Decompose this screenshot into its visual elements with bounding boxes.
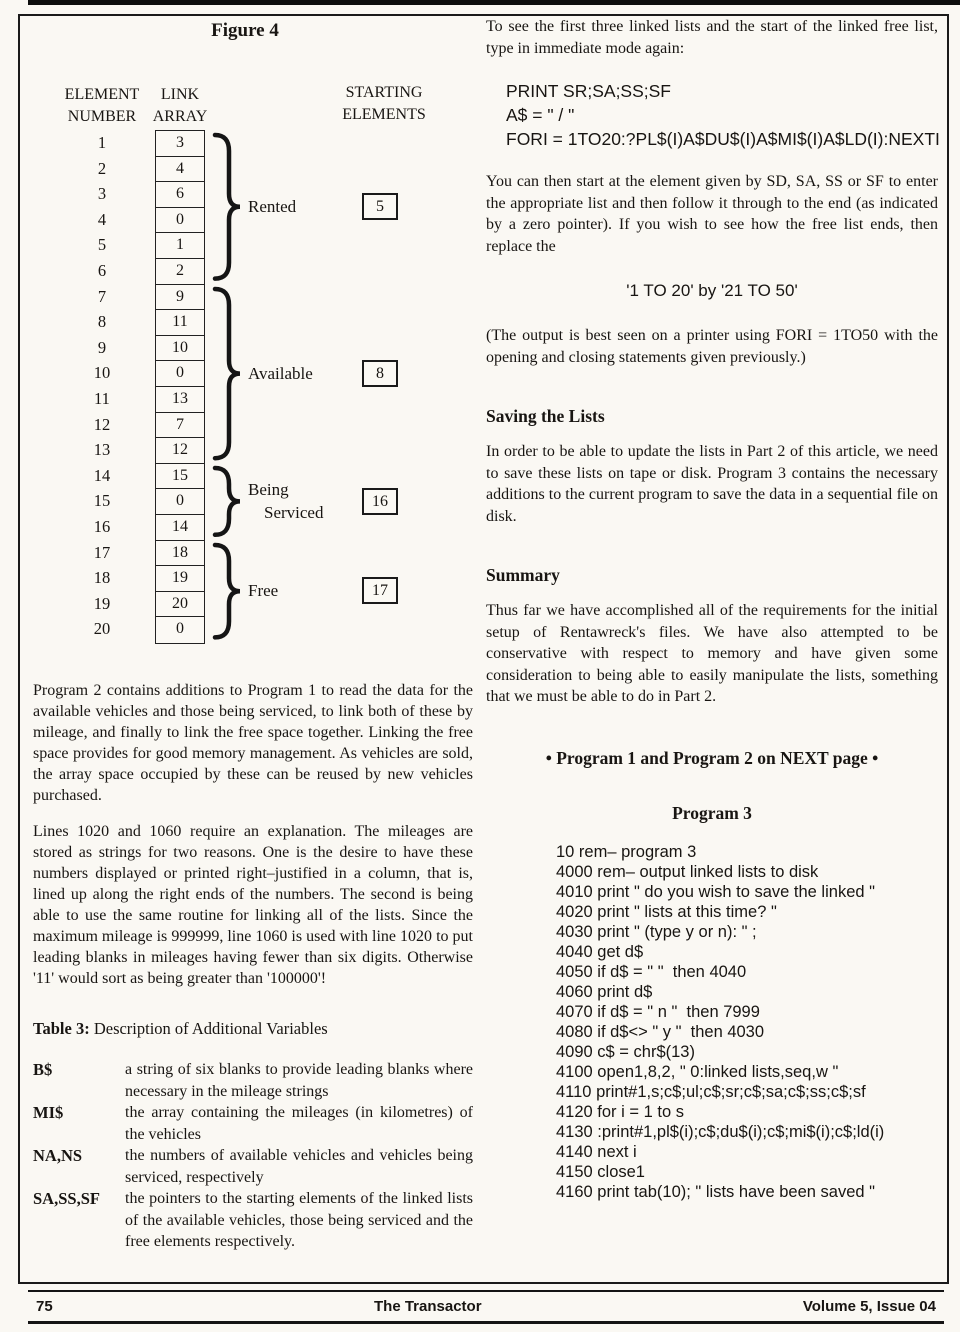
figure-link-cell: 10 [155, 335, 205, 362]
figure-element-number: 9 [97, 337, 107, 357]
program3-code-line: 4080 if d$<> " y " then 4030 [556, 1022, 765, 1041]
table3-row [33, 1145, 473, 1188]
figure-group-label-line: Available [248, 363, 313, 383]
program3-code-line: 4020 print " lists at this time? " [556, 902, 777, 921]
figure-group-brace [210, 286, 244, 461]
footer-issue: Volume 5, Issue 04 [802, 1298, 936, 1315]
figure-link-cell: 4 [155, 156, 205, 183]
figure-link-cell: 0 [155, 616, 205, 643]
program3-code-line: 4030 print " (type y or n): " ; [556, 922, 757, 941]
figure-element-number: 14 [93, 465, 111, 485]
header-line: ELEMENTS [342, 106, 426, 123]
program3-code-line: 10 rem– program 3 [556, 842, 697, 861]
figure-element-number: 4 [97, 209, 107, 229]
table3-term: SA,SS,SF [33, 1189, 100, 1208]
program3-code-line: 4040 get d$ [556, 942, 644, 961]
header-line: ELEMENT [64, 86, 140, 103]
figure-group-label-line: Being [248, 480, 289, 500]
program3-title: Program 3 [672, 802, 752, 823]
figure-element-number: 1 [97, 133, 107, 152]
table3-definition: the pointers to the starting elements of the linked lists of the available vehicles, those being serviced and the free elements respectively. [125, 1190, 473, 1250]
program3-code-line: 4010 print " do you wish to save the linked " [556, 882, 875, 901]
replace-range-line: '1 TO 20' by '21 TO 50' [626, 281, 798, 300]
figure-link-cell: 19 [155, 565, 205, 592]
figure-link-cell: 9 [155, 284, 205, 311]
printer-note-paragraph: (The output is best seen on a printer using FORI = 1TO50 with the opening and closing statements given previously.) [486, 327, 938, 366]
program3-code-line: 4150 close1 [556, 1162, 645, 1181]
program3-code-line: 4100 open1,8,2, " 0:linked lists,seq,w " [556, 1062, 839, 1081]
section-body: In order to be able to update the lists in Part 2 of this article, we need to save these lists on tape or disk. Program 3 contains the necessary additions to the current program to save the data in a sequential file on disk. [486, 443, 938, 525]
figure-group-brace [210, 132, 244, 282]
table3-row [33, 1188, 473, 1253]
left-column [33, 680, 473, 1253]
immediate-mode-code [506, 79, 938, 151]
figure-element-number: 12 [93, 414, 111, 434]
next-page-note: • Program 1 and Program 2 on NEXT page • [545, 747, 879, 768]
figure-element-number: 16 [93, 517, 111, 536]
program3-code-line: 4120 for i = 1 to s [556, 1102, 684, 1121]
figure-link-cell: 14 [155, 514, 205, 541]
figure-starting-element-box: 5 [362, 193, 398, 220]
page-footer [28, 1290, 944, 1324]
figure-group-label [248, 362, 313, 385]
program3-code-line: 4000 rem– output linked lists to disk [556, 862, 819, 881]
footer-magazine-name: The Transactor [374, 1298, 482, 1315]
figure-element-number: 6 [97, 261, 107, 280]
program3-code-line: 4110 print#1,s;c$;ul;c$;sr;c$;sa;c$;ss;c$;sf [556, 1082, 866, 1101]
body-paragraph: You can then start at the element given by SD, SA, SS or SF to enter the appropriate list and then follow it through to the end (as indicated by a zero pointer). If you wish to see how the free list ends, then replace the [486, 173, 938, 255]
program3-listing [556, 842, 938, 1202]
code-line: PRINT SR;SA;SS;SF [506, 81, 671, 101]
table3-definition: the numbers of available vehicles and vehicles being serviced, respectively [125, 1147, 473, 1186]
table3-term: MI$ [33, 1103, 64, 1122]
figure-link-cell: 15 [155, 463, 205, 490]
figure-link-cell: 13 [155, 386, 205, 413]
figure-link-cell: 12 [155, 437, 205, 464]
figure-starting-element-box: 16 [362, 488, 398, 515]
right-column [486, 16, 938, 1202]
figure-group-brace [210, 542, 244, 640]
footer-page-number: 75 [36, 1298, 53, 1315]
figure-link-cell: 0 [155, 207, 205, 234]
table3-definition: the array containing the mileages (in kilometres) of the vehicles [125, 1104, 473, 1143]
figure-element-number: 5 [97, 235, 107, 255]
figure-element-number: 7 [97, 286, 107, 306]
table3-row [33, 1102, 473, 1145]
scan-edge-bar [28, 0, 960, 5]
figure-column-header-link [140, 84, 220, 128]
figure-4-diagram [20, 80, 470, 670]
header-line: ARRAY [152, 108, 208, 125]
figure-link-cell: 20 [155, 591, 205, 618]
figure-link-cell: 1 [155, 232, 205, 259]
figure-element-number: 2 [97, 158, 107, 178]
figure-title: Figure 4 [211, 20, 279, 41]
code-line: A$ = " / " [506, 105, 575, 125]
figure-element-number: 8 [97, 312, 107, 332]
figure-element-number: 19 [93, 593, 111, 613]
figure-link-cell: 7 [155, 412, 205, 439]
section-heading-saving-the-lists: Saving the Lists [486, 406, 605, 426]
table3-entries [33, 1059, 473, 1253]
program3-code-line: 4130 :print#1,pl$(i);c$;du$(i);c$;mi$(i);c$;ld(i) [556, 1122, 885, 1141]
figure-group-brace [210, 465, 244, 538]
header-line: LINK [160, 86, 200, 103]
figure-element-number: 3 [97, 184, 107, 204]
program3-code-line: 4050 if d$ = " " then 4040 [556, 962, 747, 981]
program3-code-line: 4160 print tab(10); " lists have been saved " [556, 1182, 875, 1201]
figure-column-header-starting [332, 82, 436, 126]
figure-starting-element-box: 17 [362, 577, 398, 604]
figure-link-cell: 6 [155, 181, 205, 208]
program3-code-line: 4090 c$ = chr$(13) [556, 1042, 695, 1061]
figure-element-number: 18 [93, 568, 111, 588]
code-line: FORI = 1TO20:?PL$(I)A$DU$(I)A$MI$(I)A$LD(I):NEXTI [506, 129, 940, 149]
program3-code-line: 4070 if d$ = " n " then 7999 [556, 1002, 760, 1021]
table3-term: NA,NS [33, 1146, 83, 1165]
figure-group-label [248, 579, 278, 602]
figure-element-number: 20 [93, 619, 111, 639]
figure-group-label [248, 478, 323, 524]
figure-group-label [248, 195, 296, 218]
figure-link-cell: 18 [155, 540, 205, 567]
figure-group-label-line: Serviced [264, 503, 324, 523]
figure-link-cell: 0 [155, 360, 205, 387]
header-line: STARTING [345, 84, 423, 101]
figure-link-cell: 11 [155, 309, 205, 336]
table3-definition: a string of six blanks to provide leading blanks where necessary in the mileage strings [125, 1061, 473, 1100]
figure-link-cell: 3 [155, 130, 205, 157]
figure-element-number: 10 [93, 363, 111, 383]
intro-paragraph: To see the first three linked lists and the start of the linked free list, type in immediate mode again: [486, 18, 938, 57]
figure-group-label-line: Rented [248, 197, 297, 217]
table3-title-rest: Description of Additional Variables [89, 1019, 328, 1038]
table3-title [33, 1019, 473, 1039]
figure-group-label-line: Free [248, 581, 279, 601]
table3-title-label: Table 3: [33, 1019, 90, 1038]
figure-element-number: 13 [93, 440, 111, 460]
figure-element-number: 17 [93, 542, 111, 562]
header-line: NUMBER [67, 108, 137, 125]
section-body: Thus far we have accomplished all of the requirements for the initial setup of Rentawreck's files. We have also attempted to be conservative with respect to memory and have given some consideration to being able to easily manipulate the lists, something that we must be able to do in Part 2. [486, 602, 938, 705]
body-paragraph: Lines 1020 and 1060 require an explanation. The mileages are stored as strings for two reasons. One is the desire to have these numbers displayed or printed right–justified in a column, that is, lined up along the right ends of the numbers. The second is being able to use the same routine for linking all of the lists. Since the maximum mileage is 999999, line 1060 is used with line 1020 to put leading blanks in mileages having fewer than six digits. Otherwise '11' would sort as being greater than '100000'! [33, 823, 473, 987]
figure-column-header-element [57, 84, 147, 128]
figure-element-number: 11 [94, 389, 110, 408]
figure-element-number: 15 [93, 491, 111, 511]
section-heading-summary: Summary [486, 565, 560, 585]
body-paragraph: Program 2 contains additions to Program 1 to read the data for the available vehicles and those being serviced, to link both of these by mileage, and finally to link the free space together. Linking the free space provides for good memory management. As vehicles are sold, the array space occupied by these can be reused by new vehicles purchased. [33, 682, 473, 804]
program3-code-line: 4060 print d$ [556, 982, 653, 1001]
table3-row [33, 1059, 473, 1102]
figure-starting-element-box: 8 [362, 360, 398, 387]
table3-term: B$ [33, 1060, 53, 1079]
program3-code-line: 4140 next i [556, 1142, 637, 1161]
figure-link-cell: 2 [155, 258, 205, 285]
figure-link-cell: 0 [155, 488, 205, 515]
